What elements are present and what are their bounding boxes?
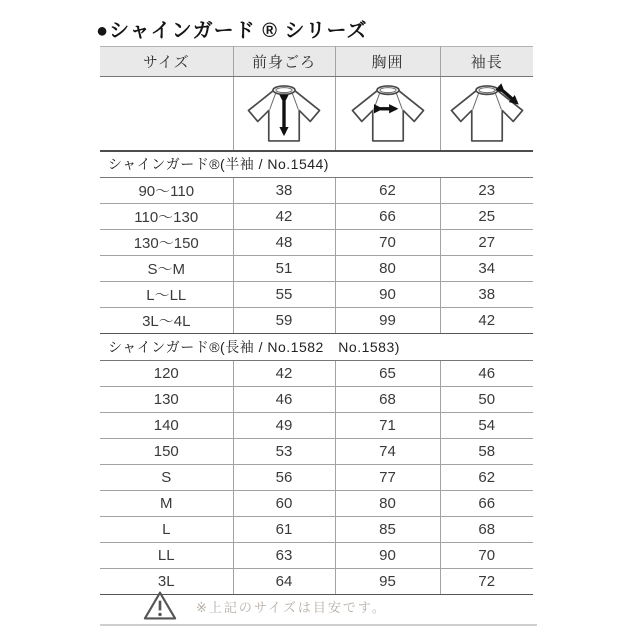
table-row bbox=[100, 439, 533, 465]
measurement-cell: 72 bbox=[440, 569, 533, 595]
table-row bbox=[100, 543, 533, 569]
measurement-cell: 70 bbox=[440, 543, 533, 569]
measurement-cell: 90 bbox=[335, 282, 440, 308]
measurement-cell: 70 bbox=[335, 230, 440, 256]
measurement-cell: 59 bbox=[233, 308, 335, 334]
page-title: ●シャインガード ® シリーズ bbox=[96, 20, 368, 42]
measurement-cell: 50 bbox=[440, 387, 533, 413]
measurement-cell: 66 bbox=[440, 491, 533, 517]
measurement-cell: 42 bbox=[440, 308, 533, 334]
measurement-cell: 68 bbox=[440, 517, 533, 543]
size-cell: 140 bbox=[100, 413, 233, 439]
measurement-cell: 34 bbox=[440, 256, 533, 282]
measurement-cell: 80 bbox=[335, 256, 440, 282]
measurement-cell: 68 bbox=[335, 387, 440, 413]
measurement-cell: 27 bbox=[440, 230, 533, 256]
measurement-cell: 55 bbox=[233, 282, 335, 308]
size-cell: 150 bbox=[100, 439, 233, 465]
measurement-cell: 74 bbox=[335, 439, 440, 465]
table-row bbox=[100, 387, 533, 413]
measurement-cell: 61 bbox=[233, 517, 335, 543]
size-cell: S〜M bbox=[100, 256, 233, 282]
table-row bbox=[100, 413, 533, 439]
size-cell: 90〜110 bbox=[100, 178, 233, 204]
size-cell: L bbox=[100, 517, 233, 543]
measurement-cell: 99 bbox=[335, 308, 440, 334]
measurement-cell: 53 bbox=[233, 439, 335, 465]
measurement-cell: 95 bbox=[335, 569, 440, 595]
measurement-cell: 48 bbox=[233, 230, 335, 256]
size-cell: 3L〜4L bbox=[100, 308, 233, 334]
table-row bbox=[100, 361, 533, 387]
measurement-cell: 64 bbox=[233, 569, 335, 595]
measurement-cell: 54 bbox=[440, 413, 533, 439]
measurement-cell: 23 bbox=[440, 178, 533, 204]
sleeve-length-shirt-icon bbox=[441, 80, 533, 146]
measurement-cell: 25 bbox=[440, 204, 533, 230]
measurement-cell: 90 bbox=[335, 543, 440, 569]
size-cell: S bbox=[100, 465, 233, 491]
table-row bbox=[100, 178, 533, 204]
measurement-cell: 85 bbox=[335, 517, 440, 543]
table-row bbox=[100, 204, 533, 230]
measurement-cell: 42 bbox=[233, 361, 335, 387]
table-row bbox=[100, 282, 533, 308]
measurement-cell: 62 bbox=[335, 178, 440, 204]
measurement-cell: 71 bbox=[335, 413, 440, 439]
table-row bbox=[100, 256, 533, 282]
measurement-cell: 38 bbox=[440, 282, 533, 308]
measurement-cell: 38 bbox=[233, 178, 335, 204]
bottom-divider bbox=[100, 624, 537, 626]
measurement-icon-row bbox=[100, 77, 533, 151]
measurement-cell: 58 bbox=[440, 439, 533, 465]
section-label: シャインガード®(半袖 / No.1544) bbox=[100, 151, 533, 178]
front-length-shirt-icon bbox=[238, 80, 330, 146]
measurement-cell: 49 bbox=[233, 413, 335, 439]
table-row bbox=[100, 517, 533, 543]
measurement-cell: 80 bbox=[335, 491, 440, 517]
column-header-size: サイズ bbox=[100, 47, 233, 77]
icon-cell-empty bbox=[100, 77, 233, 151]
measurement-cell: 66 bbox=[335, 204, 440, 230]
table-body bbox=[100, 151, 533, 595]
size-cell: 130〜150 bbox=[100, 230, 233, 256]
size-cell: LL bbox=[100, 543, 233, 569]
measurement-cell: 46 bbox=[233, 387, 335, 413]
table-row bbox=[100, 465, 533, 491]
measurement-cell: 56 bbox=[233, 465, 335, 491]
table-header-row bbox=[100, 47, 533, 77]
measurement-cell: 77 bbox=[335, 465, 440, 491]
measurement-cell: 51 bbox=[233, 256, 335, 282]
note-text: ※上記のサイズは目安です。 bbox=[196, 599, 387, 615]
measurement-cell: 60 bbox=[233, 491, 335, 517]
column-header-front-length: 前身ごろ bbox=[233, 47, 335, 77]
size-cell: 110〜130 bbox=[100, 204, 233, 230]
chest-shirt-icon bbox=[342, 80, 434, 146]
column-header-sleeve-length: 袖長 bbox=[440, 47, 533, 77]
caution-note bbox=[142, 590, 387, 622]
warning-triangle-icon bbox=[142, 590, 178, 622]
section-header-row bbox=[100, 151, 533, 178]
table-row bbox=[100, 308, 533, 334]
size-cell: 120 bbox=[100, 361, 233, 387]
size-cell: L〜LL bbox=[100, 282, 233, 308]
size-cell: 3L bbox=[100, 569, 233, 595]
measurement-cell: 42 bbox=[233, 204, 335, 230]
measurement-cell: 46 bbox=[440, 361, 533, 387]
size-table bbox=[100, 46, 533, 595]
size-cell: M bbox=[100, 491, 233, 517]
section-header-row bbox=[100, 334, 533, 361]
measurement-cell: 63 bbox=[233, 543, 335, 569]
size-cell: 130 bbox=[100, 387, 233, 413]
table-row bbox=[100, 230, 533, 256]
column-header-chest: 胸囲 bbox=[335, 47, 440, 77]
section-label: シャインガード®(長袖 / No.1582 No.1583) bbox=[100, 334, 533, 361]
measurement-cell: 62 bbox=[440, 465, 533, 491]
measurement-cell: 65 bbox=[335, 361, 440, 387]
table-row bbox=[100, 491, 533, 517]
